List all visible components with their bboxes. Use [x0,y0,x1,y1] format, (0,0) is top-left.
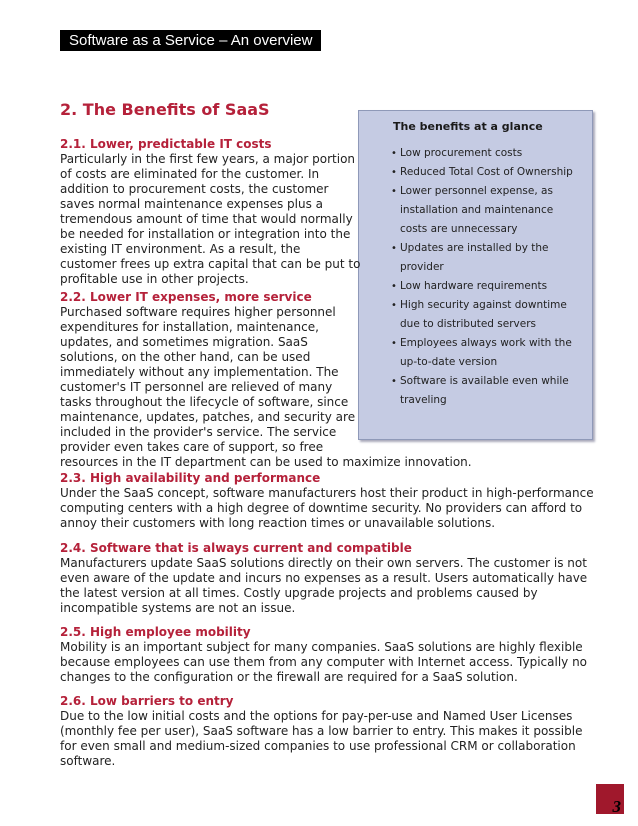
section-body [60,709,583,769]
body-line: for even small and medium-sized companies to use professional CRM or collaboration [60,739,576,753]
section-heading: 2. The Benefits of SaaS [60,100,270,119]
section-title: 2.4. Software that is always current and compatible [60,541,412,555]
section-2-4 [60,541,588,616]
benefit-text: High security against downtime [400,299,567,311]
body-line: of costs are eliminated for the customer. In [60,167,320,181]
body-line: Due to the low initial costs and the options for pay-per-use and Named User Licenses [60,709,573,723]
bullet-icon: • [391,148,397,159]
section-2-3 [60,471,594,531]
body-line: changes to the configuration or the firewall are required for a SaaS solution. [60,670,518,684]
section-2-5 [60,625,588,685]
bullet-icon: • [391,186,397,197]
benefit-text: up-to-date version [400,356,498,368]
body-line: solutions, on the other hand, can be used [60,350,311,364]
bullet-icon: • [391,300,397,311]
body-line: addition to procurement costs, the customer [60,182,329,196]
body-line: be needed for installation or integration into the [60,227,351,241]
body-line: because employees can use them from any computer with Internet access. Typically no [60,655,588,669]
section-body [60,640,588,685]
body-line: customer frees up extra capital that can be put to [60,257,361,271]
benefit-text: Low hardware requirements [400,280,548,292]
section-2-6 [60,694,583,769]
body-line: Manufacturers update SaaS solutions directly on their own servers. The customer is not [60,556,587,570]
body-line: the latest version at all times. Costly upgrade projects and problems caused by [60,586,538,600]
benefit-text: installation and maintenance [400,204,554,216]
body-line: (monthly fee per user), SaaS software has a low barrier to entry. This makes it possible [60,724,583,738]
section-title: 2.6. Low barriers to entry [60,694,234,708]
body-line: expenditures for installation, maintenance, [60,320,319,334]
body-line: resources in the IT department can be used to maximize innovation. [60,455,472,469]
section-body [60,556,588,616]
body-line: annoy their customers with long reaction times or unavailable solutions. [60,516,496,530]
bullet-icon: • [391,167,397,178]
body-line: incompatible systems are not an issue. [60,601,296,615]
benefit-text: Software is available even while [400,375,569,387]
section-title: 2.2. Lower IT expenses, more service [60,290,312,304]
page-number: 3 [596,784,624,814]
benefit-text: Lower personnel expense, as [400,185,553,197]
body-line: software. [60,754,116,768]
benefit-text: Reduced Total Cost of Ownership [400,166,573,178]
body-line: maintenance, updates, patches, and security are [60,410,356,424]
body-line: saves normal maintenance expenses plus a [60,197,324,211]
body-line: existing IT environment. As a result, the [60,242,301,256]
section-title: 2.3. High availability and performance [60,471,321,485]
body-line: Under the SaaS concept, software manufacturers host their product in high-performance [60,486,594,500]
section-title: 2.1. Lower, predictable IT costs [60,137,272,151]
body-line: updates, and sometimes migration. SaaS [60,335,308,349]
benefit-text: Updates are installed by the [400,242,549,254]
document-header-title: Software as a Service – An overview [60,30,321,51]
benefit-text: Employees always work with the [400,337,572,349]
sidebar-title: The benefits at a glance [393,120,543,133]
benefit-text: costs are unnecessary [400,223,518,235]
bullet-icon: • [391,338,397,349]
body-line: provider even takes care of support, so free [60,440,324,454]
section-body [60,486,594,531]
body-line: customer's IT personnel are relieved of many [60,380,333,394]
body-line: included in the provider's service. The service [60,425,337,439]
benefit-text: traveling [400,394,447,406]
body-line: Mobility is an important subject for many companies. SaaS solutions are highly flexible [60,640,583,654]
section-2-2 [60,290,580,470]
section-2-1 [60,137,580,287]
body-line: Particularly in the first few years, a major portion [60,152,356,166]
body-line: Purchased software requires higher personnel [60,305,336,319]
body-line: computing centers with a high degree of downtime security. No providers can afford to [60,501,583,515]
body-line: tremendous amount of time that would normally [60,212,353,226]
section-body [60,305,580,470]
bullet-icon: • [391,281,397,292]
body-line: tasks throughout the lifecycle of software, since [60,395,349,409]
section-body [60,152,580,287]
bullet-icon: • [391,243,397,254]
body-line: profitable use in other projects. [60,272,249,286]
body-line: immediately without any implementation. The [60,365,339,379]
body-line: even aware of the update and incurs no expenses as a result. Users automatically have [60,571,588,585]
benefit-text: provider [400,261,444,273]
benefit-text: due to distributed servers [400,318,537,330]
benefit-text: Low procurement costs [400,147,523,159]
section-title: 2.5. High employee mobility [60,625,251,639]
bullet-icon: • [391,376,397,387]
